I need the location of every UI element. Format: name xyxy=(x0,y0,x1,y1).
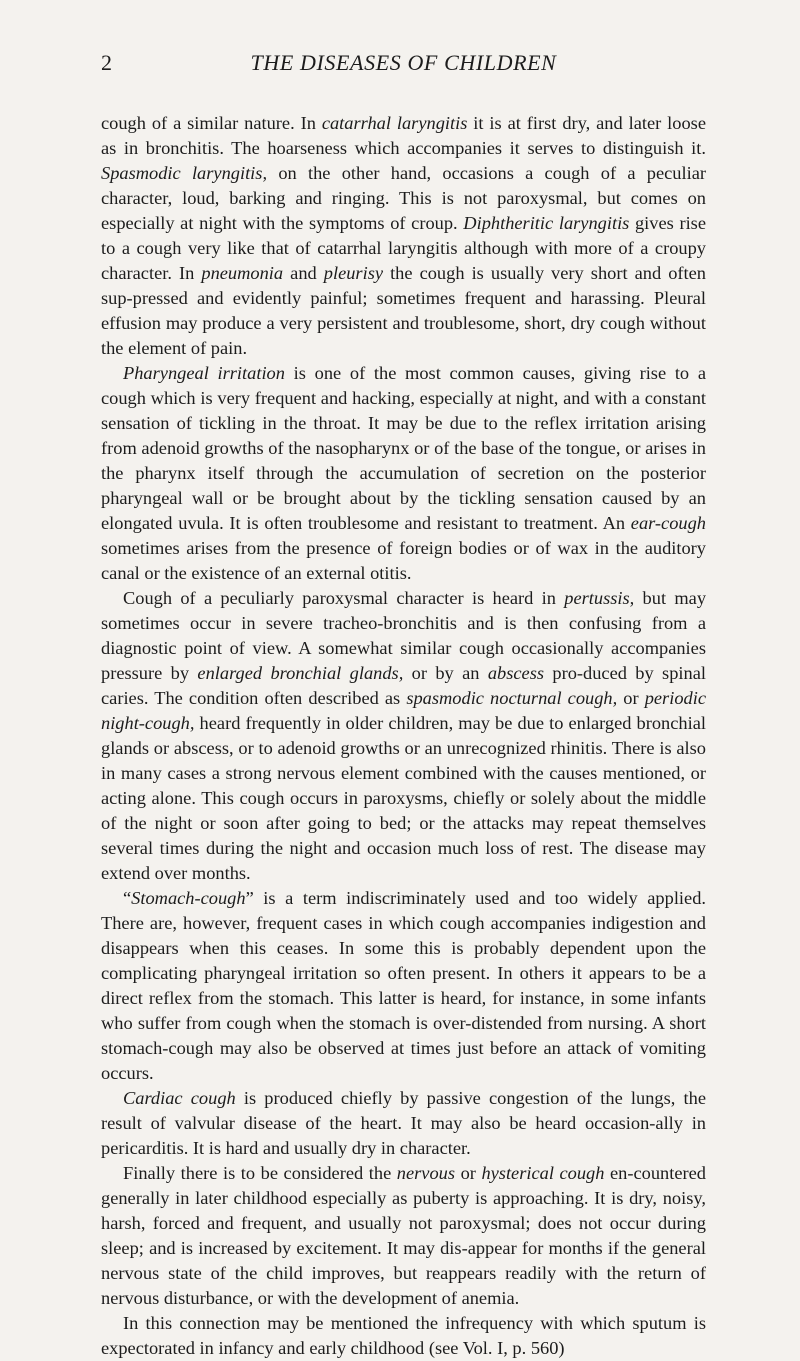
italic-term: Diphtheritic laryngitis xyxy=(463,213,630,233)
text-run: Cough of a peculiarly paroxysmal character is heard in xyxy=(123,588,565,608)
italic-term: hysterical cough xyxy=(481,1163,605,1183)
text-run: but may sometimes occur in severe tracheo-bronchitis and is then confusing from a diagnostic point of view. A somewhat similar cough occasionally accompanies pressure by xyxy=(101,588,707,683)
italic-term: Stomach-cough xyxy=(131,888,246,908)
italic-term: nervous xyxy=(396,1163,456,1183)
text-run: pro-duced by spinal caries. The condition often described as xyxy=(101,663,706,708)
text-run: the cough is usually very short and often sup-pressed and evidently painful; sometimes frequent and harassing. Pleural effusion may produce a very persistent and troublesome, short, dry cough without the element of pain. xyxy=(101,263,707,358)
paragraph xyxy=(101,586,706,886)
italic-term: catarrhal laryngitis xyxy=(321,113,468,133)
italic-term: pertussis, xyxy=(564,588,635,608)
italic-term: pleurisy xyxy=(323,263,384,283)
body-text xyxy=(101,111,706,1361)
text-run: ” is a term indiscriminately used and too widely applied. There are, however, frequent cases in which cough accompanies indigestion and disappears when this ceases. In some this is probably dependent upon the complicating pharyngeal irritation so often present. In others it appears to be a direct reflex from the stomach. This latter is heard, for instance, in some infants who suffer from cough when the stomach is over-distended from nursing. A short stomach-cough may also be observed at times just before an attack of vomiting occurs. xyxy=(101,888,706,1083)
text-run: sometimes arises from the presence of foreign bodies or of wax in the auditory canal or the existence of an external otitis. xyxy=(101,538,706,583)
italic-term: Spasmodic laryngitis, xyxy=(101,163,268,183)
paragraph xyxy=(101,1161,706,1311)
text-run: it is at first dry, and later loose as in bronchitis. The hoarseness which accompanies it serves to distinguish it. xyxy=(101,113,706,158)
italic-term: abscess xyxy=(487,663,545,683)
text-run: and xyxy=(283,263,324,283)
text-run: or xyxy=(455,1163,482,1183)
paragraph xyxy=(101,1086,706,1161)
paragraph xyxy=(101,886,706,1086)
text-run: on the other hand, occasions a cough of a peculiar character, loud, barking and ringing. This is not paroxysmal, but comes on especially at night with the symptoms of croup. xyxy=(101,163,707,233)
running-title: THE DISEASES OF CHILDREN xyxy=(250,50,557,75)
text-run: en-countered generally in later childhood especially as puberty is approaching. It is dry, noisy, harsh, forced and frequent, and usually not paroxysmal; does not occur during sleep; and is increased by excitement. It may dis-appear for months if the general nervous state of the child improves, but reappears readily with the return of nervous disturbance, or with the development of anemia. xyxy=(101,1163,706,1308)
text-run: gives rise to a cough very like that of catarrhal laryngitis although with more of a croupy character. In xyxy=(101,213,706,283)
text-run: heard frequently in older children, may be due to enlarged bronchial glands or abscess, or to adenoid growths or an unrecognized rhinitis. There is also in many cases a strong nervous element combined with the causes mentioned, or acting alone. This cough occurs in paroxysms, chiefly or solely about the middle of the night or soon after going to bed; or the attacks may repeat themselves several times during the night and occasion much loss of rest. The disease may extend over months. xyxy=(101,713,706,883)
text-run: or xyxy=(617,688,645,708)
italic-term: ear-cough xyxy=(630,513,706,533)
page-number: 2 xyxy=(101,50,112,75)
text-run: or by an xyxy=(403,663,488,683)
italic-term: spasmodic nocturnal cough, xyxy=(406,688,618,708)
italic-term: Cardiac cough xyxy=(123,1088,236,1108)
page-header xyxy=(101,48,706,78)
paragraph xyxy=(101,111,706,361)
text-run: is one of the most common causes, giving rise to a cough which is very frequent and hacking, especially at night, and with a constant sensation of tickling in the throat. It may be due to the reflex irritation arising from adenoid growths of the nasopharynx or of the base of the tongue, or arises in the pharynx itself through the accumulation of secretion on the posterior pharyngeal wall or be brought about by the tickling sensation caused by an elongated uvula. It is often troublesome and resistant to treatment. An xyxy=(101,363,706,533)
text-run: “ xyxy=(123,888,132,908)
text-run: is produced chiefly by passive congestion of the lungs, the result of valvular disease of the heart. It may also be heard occasion-ally in pericarditis. It is hard and usually dry in character. xyxy=(101,1088,707,1158)
text-run: In this connection may be mentioned the infrequency with which sputum is expectorated in infancy and early childhood (see Vol. I, p. 560) xyxy=(101,1313,706,1358)
italic-term: enlarged bronchial glands, xyxy=(197,663,404,683)
italic-term: pneumonia xyxy=(201,263,284,283)
paragraph xyxy=(101,1311,706,1361)
paragraph xyxy=(101,361,706,586)
text-run: cough of a similar nature. In xyxy=(101,113,322,133)
text-run: Finally there is to be considered the xyxy=(123,1163,397,1183)
italic-term: Pharyngeal irritation xyxy=(123,363,285,383)
italic-term: periodic night-cough, xyxy=(101,688,706,733)
